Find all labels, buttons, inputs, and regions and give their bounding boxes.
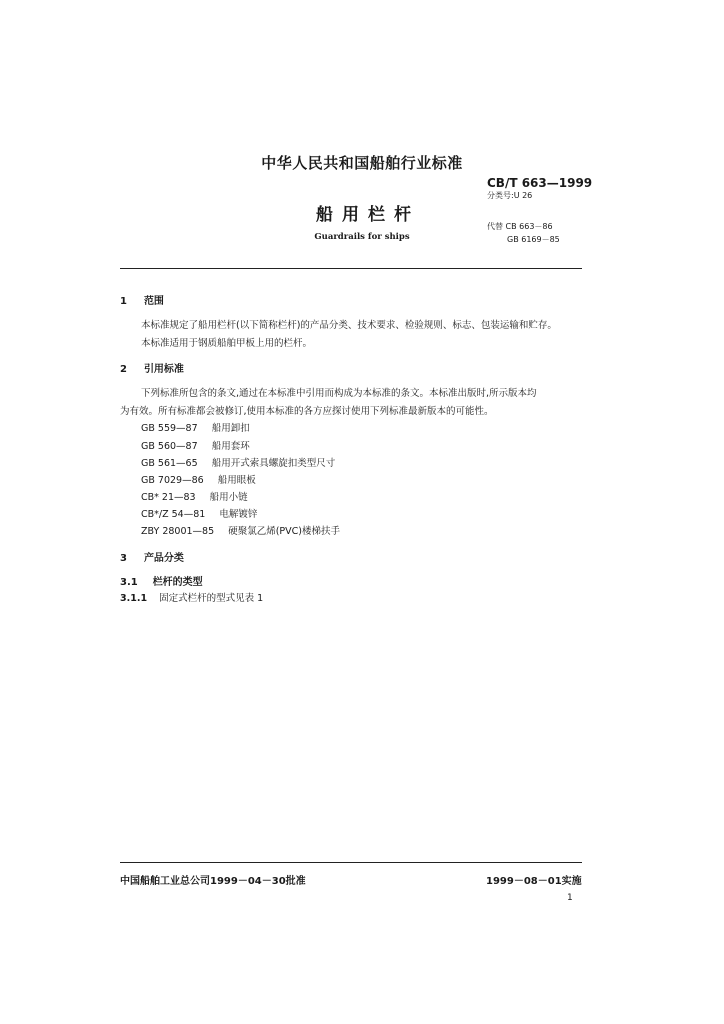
subsection-number: 3.1.1 [120,593,148,604]
section-number: 1 [120,296,127,307]
reference-code: CB* 21—83 [141,492,196,503]
reference-item [141,438,250,452]
section-1-para-1: 本标准规定了船用栏杆(以下简称栏杆)的产品分类、技术要求、检验规则、标志、包装运输和贮存。 [141,320,557,331]
subsection-title: 栏杆的类型 [152,577,203,588]
approval-line: 中国船舶工业总公司1999－04－30批准 [120,876,306,887]
reference-code: CB*/Z 54—81 [141,509,206,520]
subsection-3-1-1-heading [120,590,263,604]
section-title: 范围 [143,296,164,307]
replaces-line-1: 代替 CB 663－86 [487,222,553,231]
reference-item [141,472,256,486]
reference-name: 硬聚氯乙烯(PVC)楼梯扶手 [228,526,340,537]
reference-name: 船用小链 [209,492,248,503]
reference-name: 船用开式索具螺旋扣类型尺寸 [211,458,336,469]
section-number: 3 [120,553,127,564]
reference-item [141,455,335,469]
section-3-heading [120,549,184,564]
document-title-cn: 船用栏杆 [316,205,420,225]
reference-code: ZBY 28001—85 [141,526,215,537]
section-2-para-line-2: 为有效。所有标准都会被修订,使用本标准的各方应探讨使用下列标准最新版本的可能性。 [120,406,494,417]
reference-name: 电解镀锌 [219,509,258,520]
page-number: 1 [567,893,573,903]
reference-code: GB 559—87 [141,423,198,434]
reference-name: 船用套环 [211,441,250,452]
reference-name: 船用卸扣 [211,423,250,434]
section-1-para-2: 本标准适用于钢质船舶甲板上用的栏杆。 [141,338,313,349]
replaces-line-2: GB 6169－85 [507,235,560,244]
section-1-heading [120,292,164,307]
effective-date-line: 1999－08－01实施 [486,876,582,887]
reference-item [141,523,340,537]
standard-code: CB/T 663—1999 [487,176,593,190]
header-divider [120,268,582,269]
section-title: 引用标准 [143,364,184,375]
reference-name: 船用眼板 [217,475,256,486]
subsection-3-1-heading [120,573,203,588]
section-number: 2 [120,364,127,375]
section-2-para-line-1: 下列标准所包含的条文,通过在本标准中引用而构成为本标准的条文。本标准出版时,所示版本均 [141,388,537,399]
org-title: 中华人民共和国船舶行业标准 [261,154,463,172]
footer-divider [120,862,582,863]
section-2-heading [120,360,184,375]
reference-item [141,489,248,503]
subsection-number: 3.1 [120,577,138,588]
classification-number: 分类号:U 26 [487,191,533,200]
reference-item [141,420,250,434]
reference-item [141,506,257,520]
reference-code: GB 560—87 [141,441,198,452]
subsection-title: 固定式栏杆的型式见表 1 [159,593,264,604]
reference-code: GB 7029—86 [141,475,204,486]
document-title-en: Guardrails for ships [314,232,410,242]
reference-code: GB 561—65 [141,458,198,469]
section-title: 产品分类 [143,553,184,564]
